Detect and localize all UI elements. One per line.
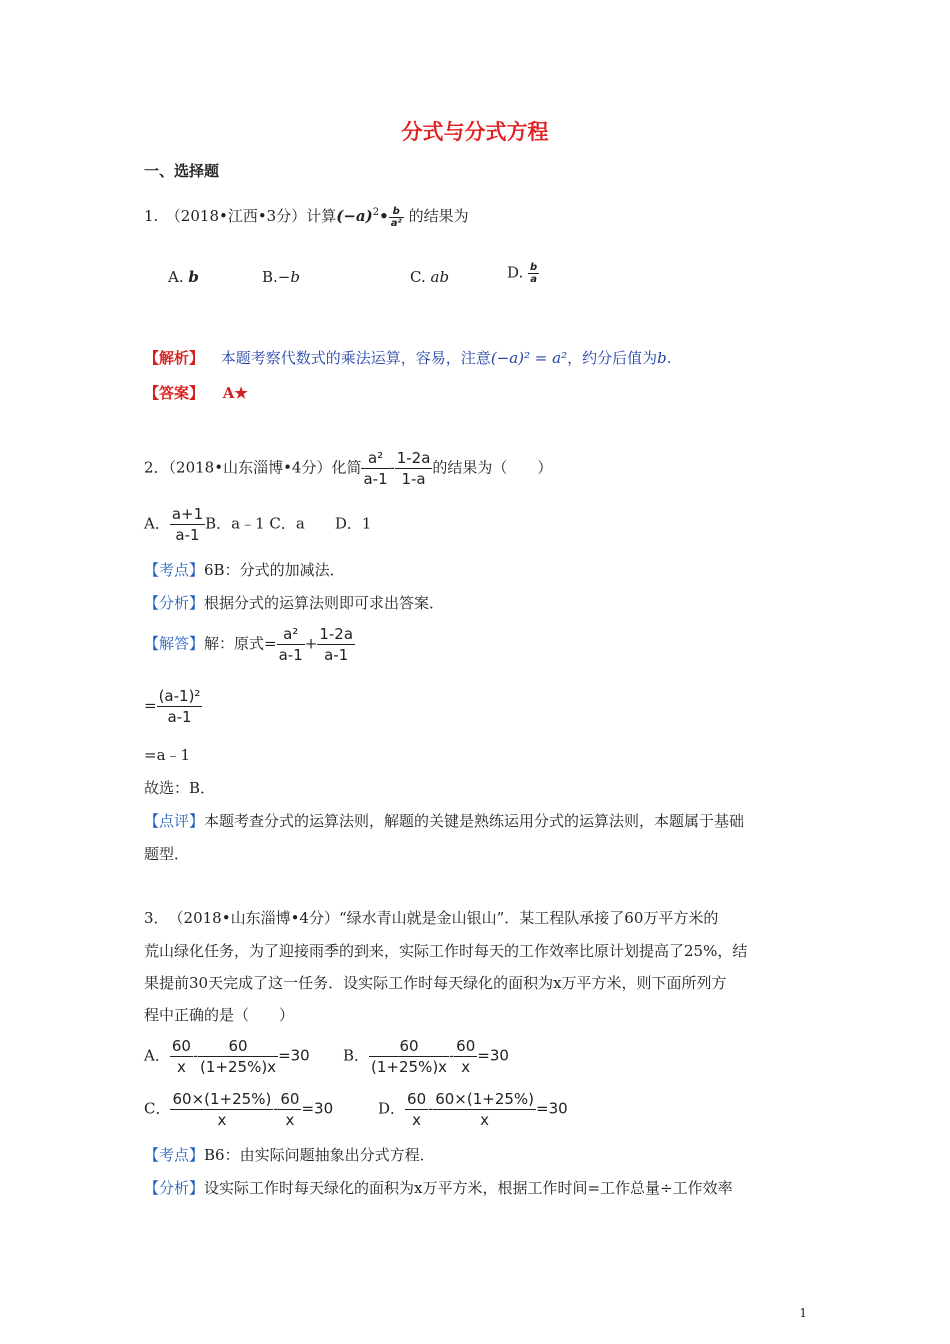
q2-dianping-tag: 【点评】 bbox=[144, 812, 205, 830]
q2-stem bbox=[144, 448, 552, 489]
q2-step2-eq: = bbox=[144, 696, 157, 715]
q1-frac-num: b bbox=[389, 206, 404, 218]
q3-line-2: 荒山绿化任务，为了迎接雨季的到来，实际工作时每天的工作效率比原计划提高了25%，结 bbox=[144, 942, 748, 960]
q3-option-d-label: D． bbox=[378, 1099, 406, 1118]
q3-c-f1-den: x bbox=[217, 1111, 227, 1129]
q3-d-fraction-1 bbox=[405, 1089, 428, 1130]
q2-jieda-text: 解：原式= bbox=[204, 634, 277, 653]
q2-f2-den: 1-a bbox=[401, 470, 426, 488]
q3-kaodian-text: B6：由实际问题抽象出分式方程． bbox=[204, 1146, 435, 1164]
q2-option-a-num: a+1 bbox=[171, 505, 204, 523]
q3-c-f2-num: 60 bbox=[280, 1090, 300, 1108]
q3-b-eq: =30 bbox=[477, 1046, 509, 1065]
q2-option-a-label: A． bbox=[144, 514, 170, 533]
q1-option-b-label: B. bbox=[262, 268, 278, 286]
q2-conclusion: 故选：B． bbox=[144, 779, 216, 797]
q2-options-rest: B．a﹣1 C．a D．1 bbox=[205, 514, 372, 533]
q3-a-f1-num: 60 bbox=[171, 1037, 191, 1055]
q3-kaodian-tag: 【考点】 bbox=[144, 1146, 205, 1164]
q3-d-f1-num: 60 bbox=[407, 1090, 427, 1108]
q3-d-f2-den: x bbox=[480, 1111, 490, 1129]
q2-dianping bbox=[144, 810, 744, 831]
q3-line-1: 3． （2018•山东淄博•4分）“绿水青山就是金山银山”．某工程队承接了60万平方米的 bbox=[144, 909, 719, 927]
q2-step3: =a﹣1 bbox=[144, 746, 191, 764]
q3-a-eq: =30 bbox=[278, 1046, 310, 1065]
q2-dianping-line2: 题型． bbox=[144, 845, 190, 863]
q3-fenxi bbox=[144, 1177, 733, 1198]
q3-line-3: 果提前30天完成了这一任务．设实际工作时每天绿化的面积为x万平方米，则下面所列方 bbox=[144, 974, 727, 992]
q1-analysis-b: b bbox=[657, 349, 667, 367]
q2-f2-num: 1-2a bbox=[396, 449, 431, 467]
q1-analysis-text: 本题考察代数式的乘法运算，容易，注意 bbox=[220, 349, 491, 367]
q3-d-f2-num: 60×(1+25%) bbox=[435, 1090, 535, 1108]
q3-a-fraction-1 bbox=[170, 1036, 193, 1077]
q1-option-d-num: b bbox=[530, 262, 538, 273]
q1-option-a-label: A. bbox=[168, 268, 184, 286]
q2-fraction-2 bbox=[395, 448, 433, 489]
q3-b-f1-den: (1+25%)x bbox=[371, 1058, 448, 1076]
q3-a-f2-num: 60 bbox=[198, 1036, 278, 1057]
q3-option-b bbox=[343, 1036, 509, 1077]
q1-option-b-value: −b bbox=[277, 268, 300, 286]
q3-c-f1-num: 60×(1+25%) bbox=[172, 1090, 272, 1108]
q3-option-c bbox=[144, 1089, 333, 1130]
q2-minus: - bbox=[389, 458, 395, 477]
q3-d-eq: =30 bbox=[536, 1099, 568, 1118]
q3-d-f1-den: x bbox=[412, 1111, 422, 1129]
q1-frac-den: a² bbox=[390, 217, 402, 229]
q1-option-d bbox=[507, 262, 539, 285]
q3-c-fraction-1 bbox=[170, 1089, 273, 1130]
q2-jieda-f1-den: a-1 bbox=[278, 646, 303, 664]
q1-answer-value: A★ bbox=[222, 384, 248, 402]
q1-option-c-value: ab bbox=[430, 268, 450, 286]
q1-stem-post: 的结果为 bbox=[408, 207, 469, 225]
q2-kaodian bbox=[144, 559, 345, 580]
q3-a-f2-den: (1+25%)x bbox=[200, 1058, 277, 1076]
q1-option-b bbox=[262, 268, 300, 286]
q2-fraction-1 bbox=[361, 448, 389, 489]
q3-c-f2-den: x bbox=[285, 1111, 295, 1129]
q3-d-fraction-2 bbox=[433, 1089, 536, 1130]
q2-options bbox=[144, 504, 371, 545]
q3-fenxi-tag: 【分析】 bbox=[144, 1179, 205, 1197]
q2-jieda-plus: + bbox=[304, 634, 318, 653]
q2-option-a-fraction bbox=[170, 504, 205, 545]
q1-expr-base: (−a) bbox=[336, 207, 373, 225]
q3-c-eq: =30 bbox=[301, 1099, 334, 1118]
q1-option-a bbox=[168, 268, 199, 286]
q1-answer bbox=[144, 382, 248, 403]
q2-fenxi bbox=[144, 592, 444, 613]
q1-expr-dot: • bbox=[379, 207, 389, 225]
q1-analysis-tag: 【解析】 bbox=[144, 349, 205, 367]
q3-b-fraction-1 bbox=[369, 1036, 449, 1077]
q3-option-d bbox=[378, 1089, 568, 1130]
q3-b-minus: - bbox=[449, 1046, 455, 1065]
q2-stem-post: 的结果为（ ） bbox=[432, 458, 553, 477]
q3-a-f1-den: x bbox=[176, 1058, 186, 1076]
q2-step2 bbox=[144, 686, 202, 727]
q3-option-b-label: B． bbox=[343, 1046, 370, 1065]
q1-stem bbox=[144, 205, 469, 229]
q1-option-d-den: a bbox=[530, 274, 537, 285]
q3-option-c-label: C． bbox=[144, 1099, 171, 1118]
q2-fenxi-tag: 【分析】 bbox=[144, 594, 205, 612]
q2-step2-fraction bbox=[157, 686, 203, 727]
q1-stem-pre: 1. （2018•江西•3分）计算 bbox=[144, 207, 337, 225]
q3-a-fraction-2 bbox=[198, 1036, 278, 1077]
q2-jieda-f2-num: 1-2a bbox=[319, 625, 354, 643]
q1-expr-exp: 2 bbox=[372, 207, 380, 218]
q2-option-a-den: a-1 bbox=[175, 526, 200, 544]
q2-jieda-f2-den: a-1 bbox=[324, 646, 349, 664]
q3-d-minus: - bbox=[428, 1099, 434, 1118]
q1-analysis bbox=[144, 347, 672, 368]
q2-f1-num: a² bbox=[361, 448, 389, 469]
q3-fenxi-text: 设实际工作时每天绿化的面积为x万平方米，根据工作时间=工作总量÷工作效率 bbox=[204, 1179, 733, 1197]
q1-option-d-fraction bbox=[528, 262, 539, 285]
q2-jieda-fraction-2 bbox=[317, 624, 355, 665]
q2-jieda bbox=[144, 624, 355, 665]
q3-b-f1-num: 60 bbox=[369, 1036, 449, 1057]
q1-option-c bbox=[410, 268, 449, 286]
q3-line-4: 程中正确的是（ ） bbox=[144, 1006, 295, 1024]
q2-kaodian-text: 6B：分式的加减法． bbox=[204, 561, 345, 579]
q1-analysis-end: . bbox=[666, 349, 672, 367]
q1-analysis-tail: ，约分后值为 bbox=[567, 349, 658, 367]
q2-kaodian-tag: 【考点】 bbox=[144, 561, 205, 579]
q2-step2-num: (a-1)² bbox=[158, 687, 201, 705]
q2-step2-den: a-1 bbox=[167, 708, 192, 726]
section-heading: 一、选择题 bbox=[144, 162, 220, 180]
q3-a-minus: - bbox=[192, 1046, 199, 1065]
q3-kaodian bbox=[144, 1144, 435, 1165]
q2-jieda-f1-num: a² bbox=[277, 624, 305, 645]
q3-option-a-label: A． bbox=[144, 1046, 170, 1065]
q1-fraction bbox=[389, 206, 404, 229]
q2-jieda-fraction-1 bbox=[277, 624, 305, 665]
q3-b-f2-den: x bbox=[461, 1058, 471, 1076]
page-number: 1 bbox=[799, 1306, 807, 1320]
q1-option-a-value: b bbox=[188, 268, 199, 286]
q2-dianping-text: 本题考查分式的运算法则，解题的关键是熟练运用分式的运算法则，本题属于基础 bbox=[204, 812, 745, 830]
q2-jieda-tag: 【解答】 bbox=[144, 634, 205, 653]
q2-fenxi-text: 根据分式的运算法则即可求出答案． bbox=[204, 594, 445, 612]
q3-option-a bbox=[144, 1036, 310, 1077]
q1-option-c-label: C. bbox=[410, 268, 426, 286]
q3-b-f2-num: 60 bbox=[456, 1037, 476, 1055]
q3-c-fraction-2 bbox=[278, 1089, 301, 1130]
q2-f1-den: a-1 bbox=[363, 470, 388, 488]
q3-c-minus: - bbox=[273, 1099, 279, 1118]
q1-answer-tag: 【答案】 bbox=[144, 384, 205, 402]
page-title: 分式与分式方程 bbox=[401, 120, 549, 144]
q2-stem-pre: 2．（2018•山东淄博•4分）化简 bbox=[144, 458, 362, 477]
q1-option-d-label: D. bbox=[507, 263, 524, 282]
q1-analysis-expr: (−a)² = a² bbox=[490, 349, 568, 367]
q3-b-fraction-2 bbox=[454, 1036, 477, 1077]
